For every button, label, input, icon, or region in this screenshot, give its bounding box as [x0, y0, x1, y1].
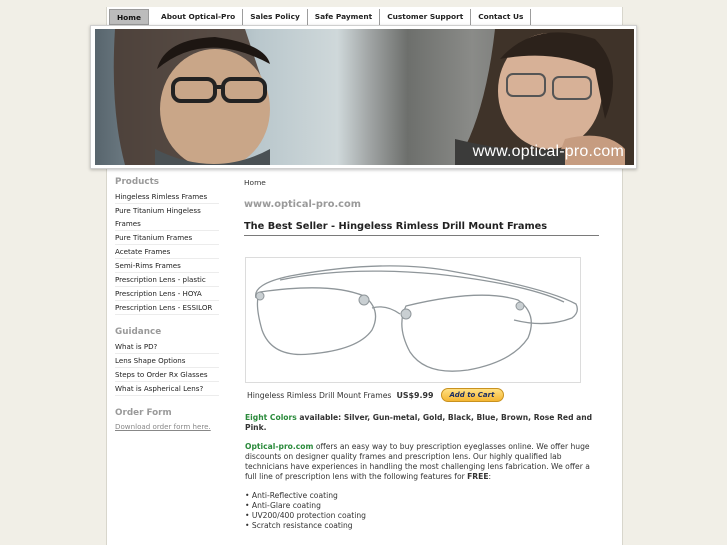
feature-list — [245, 491, 366, 531]
sidebar-item-hingeless-rimless[interactable]: Hingeless Rimless Frames — [115, 190, 219, 204]
guidance-heading: Guidance — [115, 327, 162, 337]
intro-paragraph — [245, 442, 603, 482]
feature-item: • UV200/400 protection coating — [245, 511, 367, 520]
intro-end: : — [488, 472, 492, 481]
nav-home[interactable]: Home — [109, 9, 149, 25]
order-form-section — [115, 408, 219, 433]
sidebar-item-lens-plastic[interactable]: Prescription Lens - plastic — [115, 273, 219, 287]
sidebar-item-lens-hoya[interactable]: Prescription Lens - HOYA — [115, 287, 219, 301]
main-content — [244, 178, 604, 530]
add-to-cart-button[interactable]: Add to Cart — [441, 388, 504, 402]
product-image — [245, 257, 581, 383]
sidebar-item-semi-rims[interactable]: Semi-Rims Frames — [115, 259, 219, 273]
nav-about[interactable]: About Optical-Pro — [154, 9, 243, 25]
download-order-form-link[interactable]: Download order form here. — [115, 422, 211, 431]
nav-contact-us[interactable]: Contact Us — [471, 9, 531, 25]
breadcrumb[interactable]: Home — [244, 178, 266, 187]
sidebar-item-pure-titanium[interactable]: Pure Titanium Frames — [115, 231, 219, 245]
sidebar-item-lens-essilor[interactable]: Prescription Lens - ESSILOR — [115, 301, 219, 315]
intro-brand: Optical-pro.com — [245, 442, 314, 451]
product-info-row — [247, 388, 504, 402]
sidebar-item-acetate[interactable]: Acetate Frames — [115, 245, 219, 259]
top-nav — [106, 9, 531, 26]
feature-item: • Anti-Glare coating — [245, 501, 321, 510]
sidebar-item-steps-order[interactable]: Steps to Order Rx Glasses — [115, 368, 219, 382]
header-banner — [90, 25, 637, 169]
page-title: The Best Seller - Hingeless Rimless Drill Mount Frames — [244, 221, 599, 236]
products-heading: Products — [115, 177, 160, 187]
product-price: US$9.99 — [396, 390, 434, 400]
sidebar — [115, 177, 219, 445]
banner-url-text: www.optical-pro.com — [472, 143, 624, 160]
guidance-section — [115, 327, 219, 396]
banner-photo — [95, 29, 634, 165]
nav-safe-payment[interactable]: Safe Payment — [308, 9, 380, 25]
rimless-glasses-image — [246, 258, 582, 384]
product-name: Hingeless Rimless Drill Mount Frames — [247, 390, 392, 400]
feature-item: • Anti-Reflective coating — [245, 491, 338, 500]
nav-customer-support[interactable]: Customer Support — [380, 9, 471, 25]
sidebar-item-aspherical[interactable]: What is Aspherical Lens? — [115, 382, 219, 396]
colors-text: available: Silver, Gun-metal, Gold, Black, Blue, Brown, Rose Red and Pink. — [245, 413, 593, 432]
sidebar-item-lens-shape[interactable]: Lens Shape Options — [115, 354, 219, 368]
intro-text: offers an easy way to buy prescription eyeglasses online. We offer huge discounts on designer quality frames and prescription lens. Our highly qualified lab technicians have experiences in handling the most challenging lens fabrication. We offer a full line of prescription lens with the following features for — [245, 442, 590, 481]
products-section — [115, 177, 219, 315]
feature-item: • Scratch resistance coating — [245, 521, 353, 530]
order-form-heading: Order Form — [115, 408, 172, 418]
site-name-heading: www.optical-pro.com — [244, 199, 361, 210]
sidebar-item-pure-titanium-hingeless[interactable]: Pure Titanium Hingeless Frames — [115, 204, 219, 231]
intro-free: FREE — [467, 472, 489, 481]
color-availability — [245, 413, 595, 433]
nav-sales-policy[interactable]: Sales Policy — [243, 9, 308, 25]
sidebar-item-what-is-pd[interactable]: What is PD? — [115, 340, 219, 354]
colors-label: Eight Colors — [245, 413, 297, 422]
